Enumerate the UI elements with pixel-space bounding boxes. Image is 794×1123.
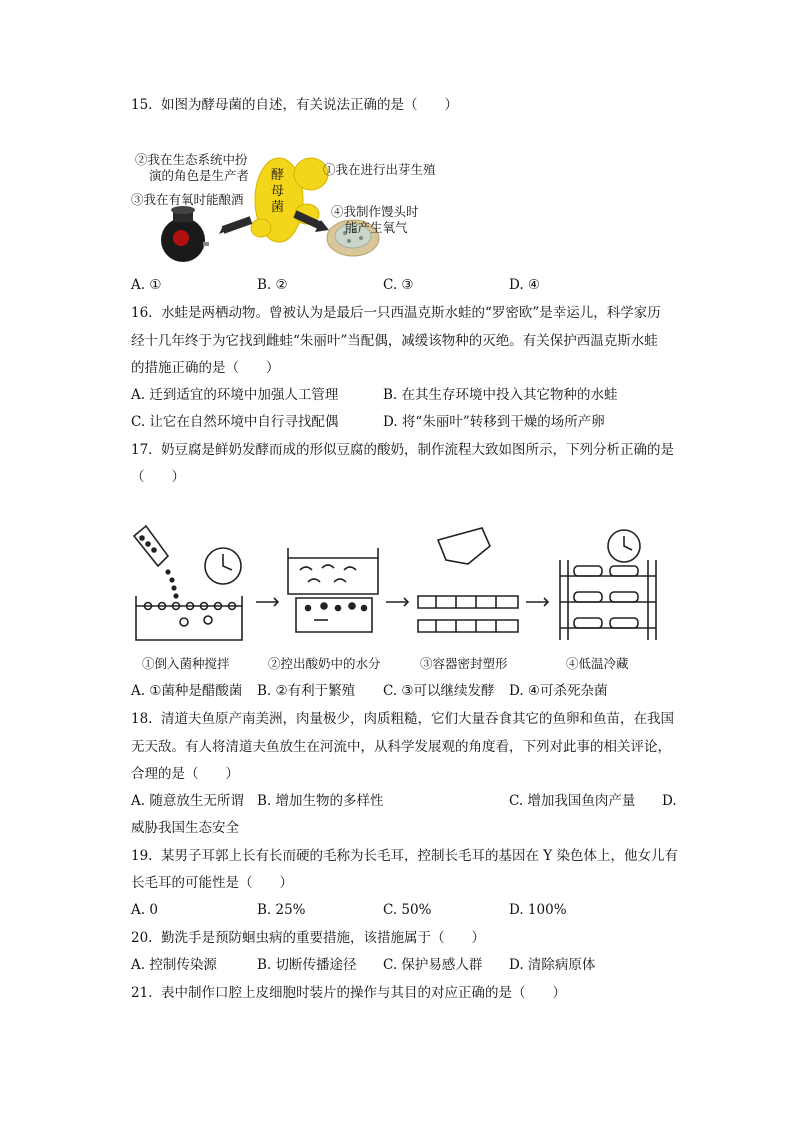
q18-option-d-text: 威胁我国生态安全	[131, 820, 239, 836]
q17-option-a: A. ①菌种是醋酸菌	[131, 683, 243, 699]
step3-label: ③容器密封塑形	[420, 656, 508, 671]
q17-stem-line1	[131, 440, 674, 460]
bubble-bread-line2: 能产生氧气	[345, 220, 408, 235]
q18-stem-line3: 合理的是（ ）	[131, 766, 239, 782]
q19-option-c: C. 50%	[383, 902, 432, 918]
q15-stem	[131, 95, 458, 115]
q20-option-c: C. 保护易感人群	[383, 957, 483, 973]
yeast-label-char2: 母	[271, 184, 285, 199]
q16-option-b: B. 在其生存环境中投入其它物种的水蛙	[383, 387, 618, 403]
q15-number: 15.	[131, 97, 153, 113]
bubble-producer-line1: ②我在生态系统中扮	[135, 152, 248, 167]
yeast-label-char1: 酵	[271, 168, 285, 183]
q21-text: 表中制作口腔上皮细胞时装片的操作与其目的对应正确的是（ ）	[161, 985, 566, 1001]
q18-option-a: A. 随意放生无所谓	[131, 793, 244, 809]
q20-stem	[131, 928, 485, 948]
q21-stem	[131, 983, 566, 1003]
q18-option-b: B. 增加生物的多样性	[257, 793, 384, 809]
bubble-budding: ①我在进行出芽生殖	[323, 162, 436, 177]
q17-option-b: B. ②有利于繁殖	[257, 683, 356, 699]
q19-option-b: B. 25%	[257, 902, 306, 918]
bubble-bread-line1: ④我制作馒头时	[331, 204, 419, 219]
step2-label: ②控出酸奶中的水分	[268, 656, 381, 671]
q20-number: 20.	[131, 930, 153, 946]
q20-option-a: A. 控制传染源	[131, 957, 217, 973]
q19-stem-line2: 长毛耳的可能性是（ ）	[131, 875, 293, 891]
q16-stem-line1	[131, 303, 661, 323]
q19-stem-line1	[131, 846, 678, 866]
q16-text-1: 水蛙是两栖动物。曾被认为是最后一只西温克斯水蛙的“罗密欧”是幸运儿，科学家历	[161, 305, 661, 321]
q18-option-c: C. 增加我国鱼肉产量	[509, 793, 636, 809]
q16-option-d: D. 将“朱丽叶”转移到干燥的场所产卵	[383, 414, 605, 430]
q17-text-1: 奶豆腐是鲜奶发酵而成的形似豆腐的酸奶，制作流程大致如图所示，下列分析正确的是	[161, 442, 674, 458]
q19-text-1: 某男子耳郭上长有长而硬的毛称为长毛耳，控制长毛耳的基因在 Y 染色体上，他女儿有	[161, 848, 678, 864]
q18-stem-line2: 无天敌。有人将清道夫鱼放生在河流中，从科学发展观的角度看，下列对此事的相关评论，	[131, 739, 671, 755]
q18-text-1: 清道夫鱼原产南美洲，肉量极少，肉质粗糙，它们大量吞食其它的鱼卵和鱼苗，在我国	[161, 711, 674, 727]
q16-stem-line3: 的措施正确的是（ ）	[131, 360, 280, 376]
q19-option-a: A. 0	[131, 902, 158, 918]
q15-option-a: A. ①	[131, 277, 162, 293]
step4-label: ④低温冷藏	[566, 656, 629, 671]
q17-option-d: D. ④可杀死杂菌	[509, 683, 608, 699]
q21-number: 21.	[131, 985, 153, 1001]
q15-option-d: D. ④	[509, 277, 541, 293]
q16-number: 16.	[131, 305, 153, 321]
yeast-label-char3: 菌	[271, 200, 285, 215]
q16-option-c: C. 让它在自然环境中自行寻找配偶	[131, 414, 339, 430]
q20-option-b: B. 切断传播途径	[257, 957, 357, 973]
q20-option-d: D. 清除病原体	[509, 957, 596, 973]
bubble-wine: ③我在有氧时能酿酒	[131, 192, 244, 207]
q19-number: 19.	[131, 848, 153, 864]
q15-figure	[131, 140, 461, 270]
process-diagram	[128, 520, 668, 650]
q17-number: 17.	[131, 442, 153, 458]
q17-stem-line2: （ ）	[131, 469, 185, 485]
q15-text: 如图为酵母菌的自述，有关说法正确的是（ ）	[161, 97, 458, 113]
q15-option-c: C. ③	[383, 277, 414, 293]
bubble-producer-line2: 演的角色是生产者	[149, 168, 250, 183]
q16-stem-line2: 经十几年终于为它找到雌蛙“朱丽叶”当配偶，减缓该物种的灭绝。有关保护西温克斯水蛙	[131, 333, 658, 349]
step1-label: ①倒入菌种搅拌	[142, 656, 230, 671]
q16-option-a: A. 迁到适宜的环境中加强人工管理	[131, 387, 339, 403]
q18-stem-line1	[131, 709, 674, 729]
q19-option-d: D. 100%	[509, 902, 567, 918]
q18-number: 18.	[131, 711, 153, 727]
q20-text: 勤洗手是预防蛔虫病的重要措施，该措施属于（ ）	[161, 930, 485, 946]
q17-option-c: C. ③可以继续发酵	[383, 683, 495, 699]
q15-option-b: B. ②	[257, 277, 288, 293]
q18-option-d-label: D.	[662, 793, 677, 809]
q17-process-figure	[128, 520, 668, 670]
